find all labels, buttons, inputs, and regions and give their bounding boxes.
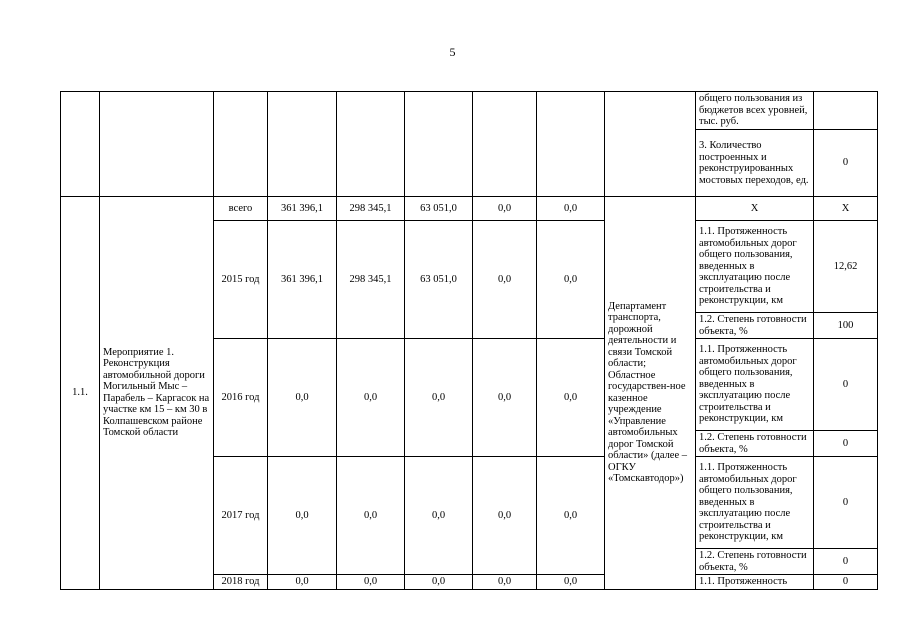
value-cell: 0,0	[537, 457, 605, 575]
event-number: 1.1.	[61, 197, 100, 590]
cell-empty	[537, 92, 605, 197]
indicator-value	[814, 92, 878, 130]
cell-empty	[100, 92, 214, 197]
value-cell: 0,0	[268, 339, 337, 457]
indicator-value: 12,62	[814, 221, 878, 313]
indicator-value: 0	[814, 457, 878, 549]
continuation-row	[61, 92, 878, 130]
indicator-text: общего пользования из бюджетов всех уровней, тыс. руб.	[696, 92, 814, 130]
indicator-value: 0	[814, 549, 878, 575]
value-cell: 63 051,0	[405, 197, 473, 221]
value-cell: 298 345,1	[337, 197, 405, 221]
cell-empty	[214, 92, 268, 197]
value-cell: 0,0	[473, 197, 537, 221]
value-cell: 0,0	[473, 457, 537, 575]
indicator-value: 100	[814, 313, 878, 339]
value-cell: 361 396,1	[268, 221, 337, 339]
page-number: 5	[449, 45, 456, 59]
value-cell: 0,0	[405, 575, 473, 590]
period-cell: 2015 год	[214, 221, 268, 339]
cell-empty	[405, 92, 473, 197]
indicator-text: 1.2. Степень готовности объекта, %	[696, 431, 814, 457]
event-name: Мероприятие 1. Реконструкция автомобильной дороги Могильный Мыс – Парабель – Каргасок на участке км 15 – км 30 в Колпашевском районе Томской области	[100, 197, 214, 590]
cell-empty	[268, 92, 337, 197]
indicator-value: X	[814, 197, 878, 221]
value-cell: 0,0	[268, 575, 337, 590]
cell-empty	[337, 92, 405, 197]
cell-empty	[605, 92, 696, 197]
program-table	[60, 91, 878, 590]
value-cell: 0,0	[337, 457, 405, 575]
indicator-text: 1.1. Протяженность автомобильных дорог общего пользования, введенных в эксплуатацию после строительства и реконструкции, км	[696, 339, 814, 431]
indicator-text: 1.1. Протяженность автомобильных дорог общего пользования, введенных в эксплуатацию после строительства и реконструкции, км	[696, 457, 814, 549]
value-cell: 0,0	[537, 339, 605, 457]
indicator-value: 0	[814, 431, 878, 457]
value-cell: 0,0	[473, 575, 537, 590]
cell-empty	[473, 92, 537, 197]
value-cell: 0,0	[337, 339, 405, 457]
indicator-text: 1.1. Протяженность автомобильных дорог общего пользования, введенных в эксплуатацию после строительства и реконструкции, км	[696, 221, 814, 313]
period-cell: всего	[214, 197, 268, 221]
table-row	[61, 197, 878, 221]
event-executor: Департамент транспорта, дорожной деятельности и связи Томской области; Областное государствен-ное казенное учреждение «Управление автомобильных дорог Томской области» (далее – ОГКУ «Томскавтодор»)	[605, 197, 696, 590]
value-cell: 0,0	[268, 457, 337, 575]
value-cell: 0,0	[537, 221, 605, 339]
indicator-text: 1.1. Протяженность	[696, 575, 814, 590]
value-cell: 0,0	[473, 221, 537, 339]
cell-empty	[61, 92, 100, 197]
indicator-value: 0	[814, 130, 878, 197]
period-cell: 2016 год	[214, 339, 268, 457]
value-cell: 361 396,1	[268, 197, 337, 221]
value-cell: 298 345,1	[337, 221, 405, 339]
period-cell: 2017 год	[214, 457, 268, 575]
value-cell: 63 051,0	[405, 221, 473, 339]
indicator-text: X	[696, 197, 814, 221]
indicator-value: 0	[814, 575, 878, 590]
value-cell: 0,0	[537, 197, 605, 221]
value-cell: 0,0	[337, 575, 405, 590]
indicator-text: 3. Количество построенных и реконструированных мостовых переходов, ед.	[696, 130, 814, 197]
value-cell: 0,0	[473, 339, 537, 457]
indicator-value: 0	[814, 339, 878, 431]
value-cell: 0,0	[537, 575, 605, 590]
value-cell: 0,0	[405, 339, 473, 457]
indicator-text: 1.2. Степень готовности объекта, %	[696, 313, 814, 339]
period-cell: 2018 год	[214, 575, 268, 590]
indicator-text: 1.2. Степень готовности объекта, %	[696, 549, 814, 575]
value-cell: 0,0	[405, 457, 473, 575]
